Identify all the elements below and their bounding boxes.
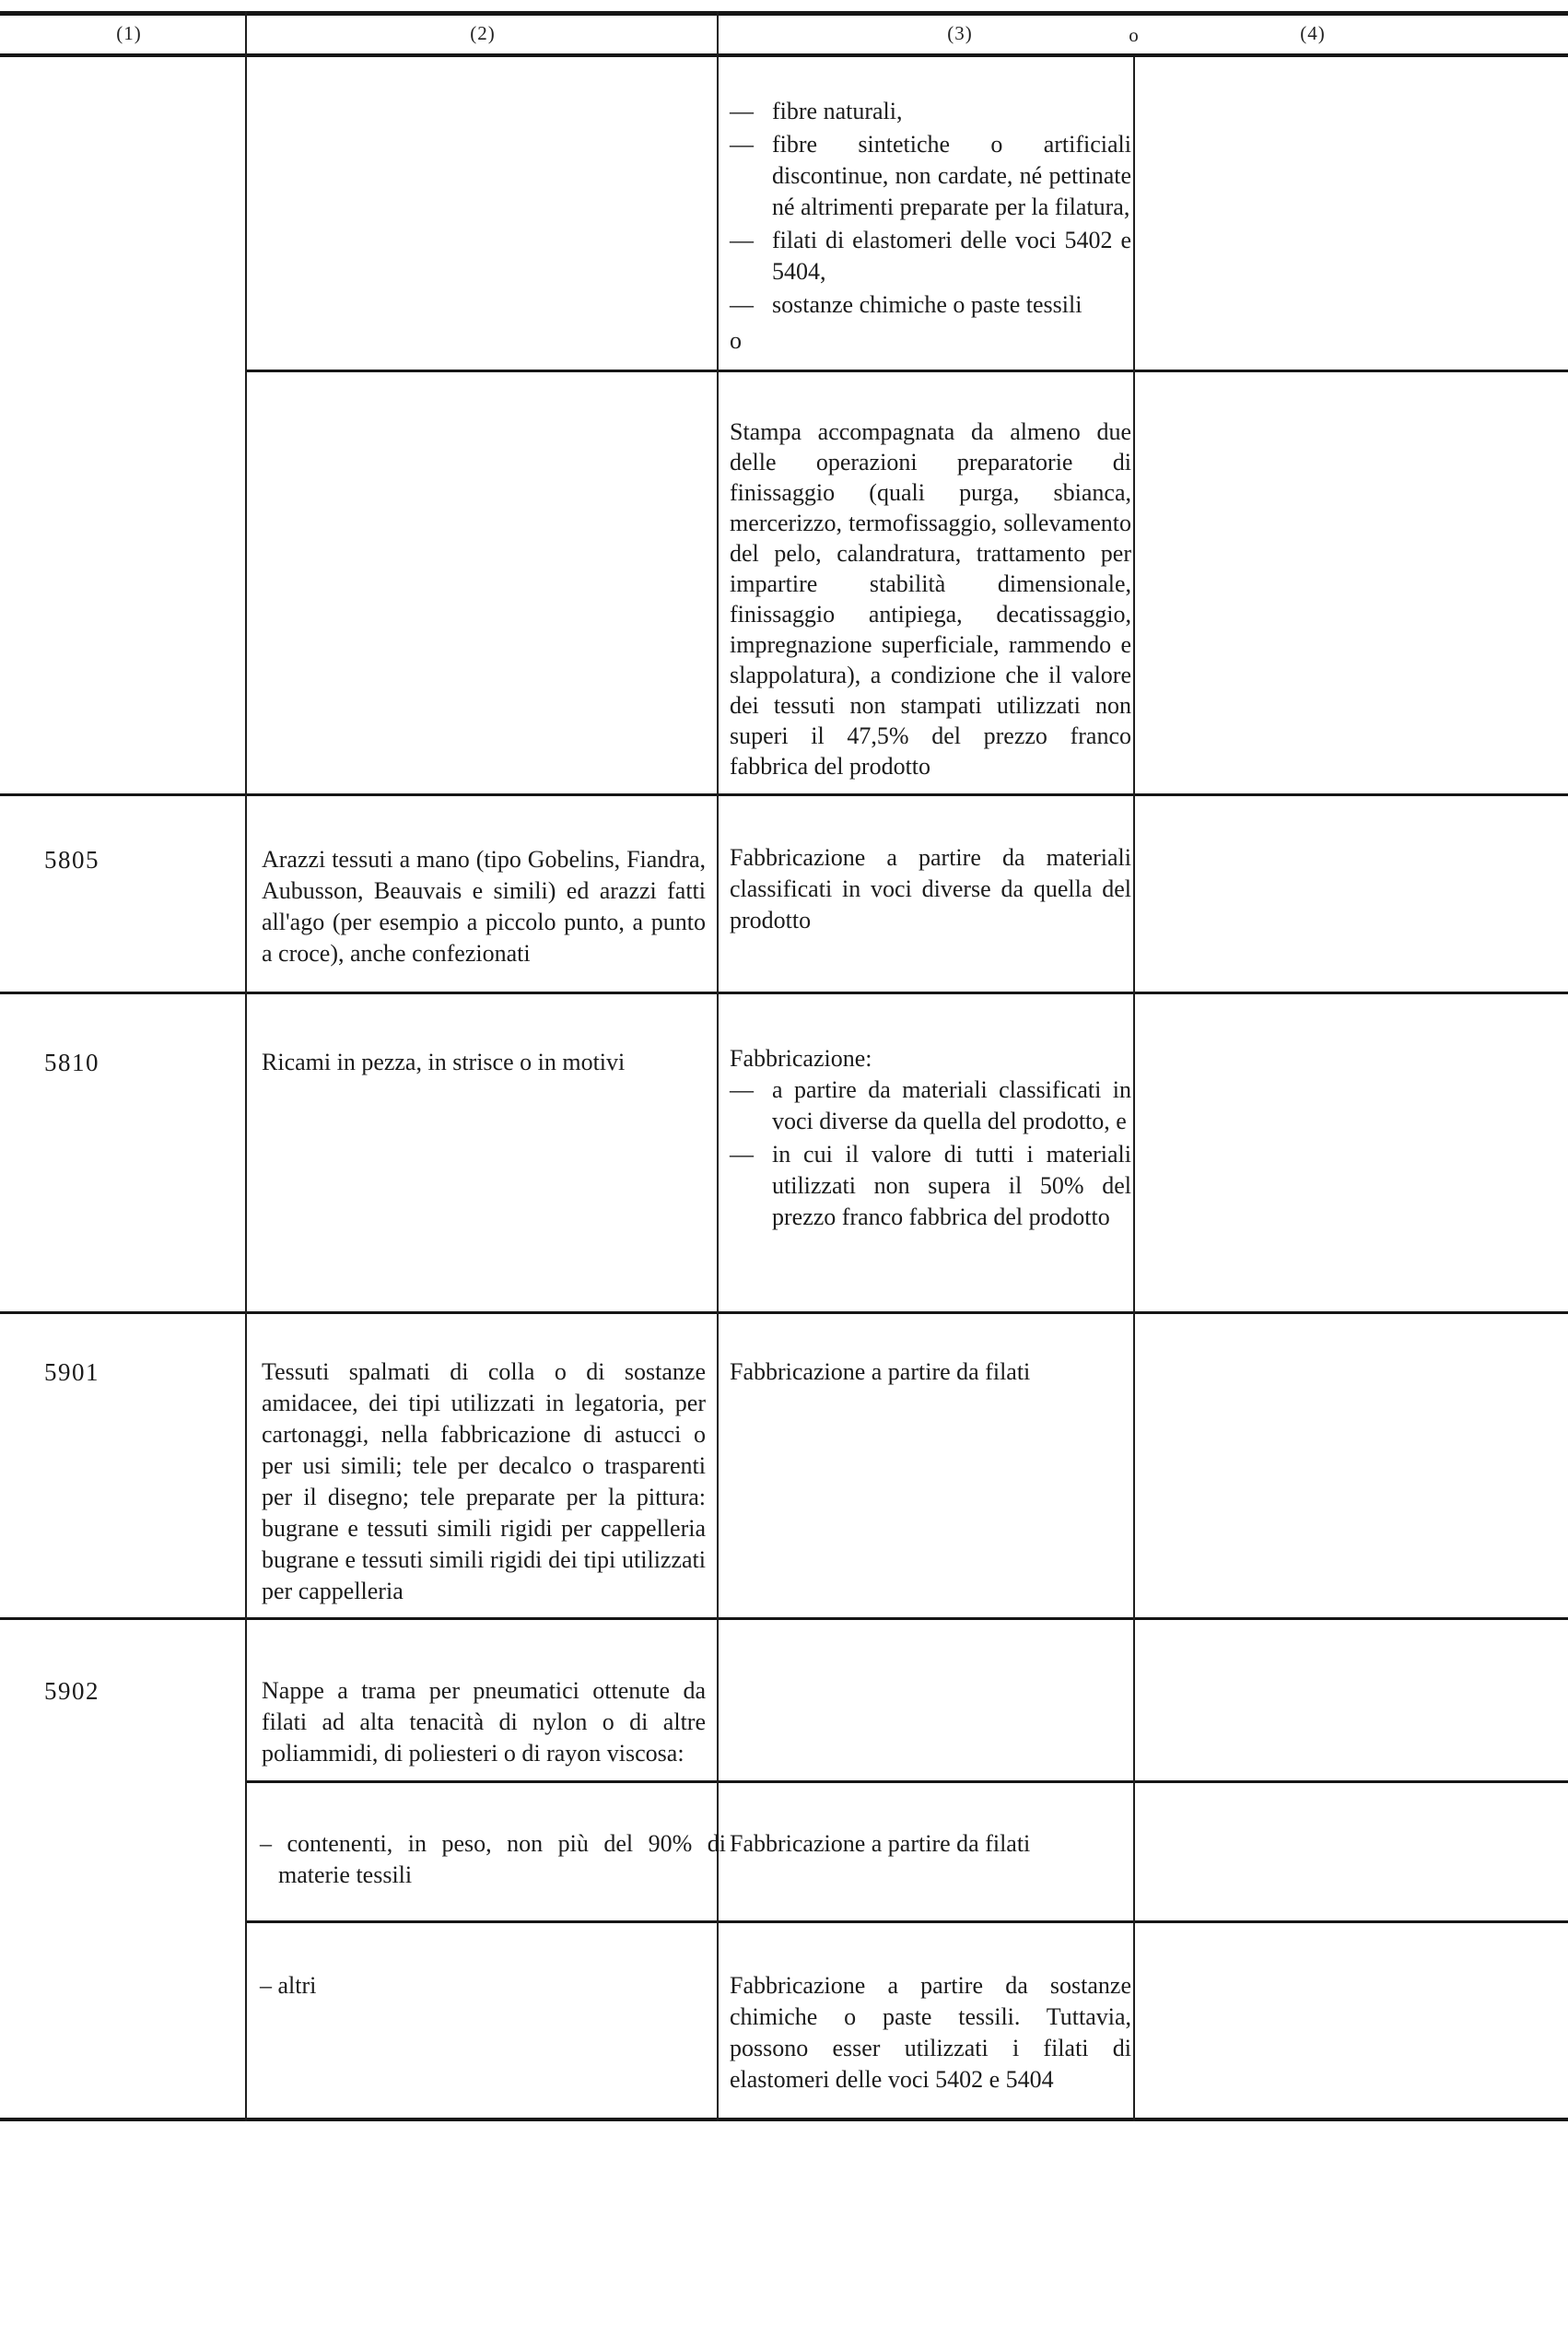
heading-code-5902: 5902 bbox=[44, 1677, 99, 1705]
heading-code-5901: 5901 bbox=[44, 1358, 99, 1386]
divider-above-5810 bbox=[0, 992, 1568, 994]
list-item bbox=[730, 96, 1131, 127]
column-divider-2-3 bbox=[717, 11, 719, 2121]
heading-code-5810: 5810 bbox=[44, 1049, 99, 1076]
rule-intro: Fabbricazione: bbox=[730, 1045, 872, 1072]
description-5902-sub1: – contenenti, in peso, non più del 90% di materie tessili bbox=[260, 1830, 726, 1888]
column-header-2: (2) bbox=[470, 22, 496, 44]
rule-5902-sub1: Fabbricazione a partire da filati bbox=[730, 1830, 1031, 1857]
rule-5805: Fabbricazione a partire da materiali classificati in voci diverse da quella del prodotto bbox=[730, 844, 1131, 933]
table-bottom-rule bbox=[0, 2118, 1568, 2121]
description-5810: Ricami in pezza, in strisce o in motivi bbox=[262, 1049, 626, 1075]
divider-above-5901 bbox=[0, 1311, 1568, 1314]
list-item bbox=[730, 1139, 1131, 1233]
list-item-text: filati di elastomeri delle voci 5402 e 5404, bbox=[772, 227, 1131, 285]
dash-marker: — bbox=[730, 291, 752, 318]
column-header-4: (4) bbox=[1300, 22, 1326, 44]
heading-code-5805: 5805 bbox=[44, 846, 99, 874]
alternative-connector-or: o bbox=[730, 327, 742, 354]
column-header-1: (1) bbox=[116, 22, 142, 44]
divider-5902-sub2 bbox=[245, 1920, 1568, 1923]
description-5902-sub2: – altri bbox=[260, 1972, 317, 1999]
list-item-text: in cui il valore di tutti i materiali utilizzati non supera il 50% del prezzo franco fabbrica del prodotto bbox=[772, 1141, 1131, 1230]
dash-marker: — bbox=[730, 227, 752, 253]
divider-above-5805 bbox=[0, 793, 1568, 796]
divider-5902-sub1 bbox=[245, 1780, 1568, 1783]
list-item bbox=[730, 289, 1131, 321]
dash-marker: — bbox=[730, 98, 752, 124]
list-item-text: fibre naturali, bbox=[772, 98, 903, 124]
column-header-or: o bbox=[1129, 24, 1140, 46]
dash-marker: — bbox=[730, 131, 752, 158]
dash-marker: — bbox=[730, 1141, 752, 1168]
dash-marker: — bbox=[730, 1076, 752, 1103]
rule-5902-sub2: Fabbricazione a partire da sostanze chimiche o paste tessili. Tuttavia, possono esser utilizzati i filati di elastomeri delle voci 5402 e 5404 bbox=[730, 1972, 1131, 2093]
header-bottom-rule bbox=[0, 53, 1568, 57]
column-header-3: (3) bbox=[947, 22, 973, 44]
list-item bbox=[730, 129, 1131, 223]
description-5902: Nappe a trama per pneumatici ottenute da filati ad alta tenacità di nylon o di altre poliammidi, di poliesteri o di rayon viscosa: bbox=[262, 1677, 706, 1767]
divider-above-5902 bbox=[0, 1617, 1568, 1620]
column-divider-1-2 bbox=[245, 11, 247, 2121]
rule-5810 bbox=[730, 1043, 1131, 1235]
list-item-text: a partire da materiali classificati in voci diverse da quella del prodotto, e bbox=[772, 1076, 1131, 1134]
list-item bbox=[730, 225, 1131, 288]
continuation-rule-list-cell bbox=[730, 96, 1131, 357]
description-5901: Tessuti spalmati di colla o di sostanze amidacee, dei tipi utilizzati in legatoria, per cartonaggi, nella fabbricazione di astucci o per usi simili; tele per decalco o trasparenti per il disegno; tele preparate per la pittura: bugrane e tessuti simili rigidi per cappelleria bugrane e tessuti simili rigidi dei tipi utilizzati per cappelleria bbox=[262, 1358, 706, 1604]
list-item-text: fibre sintetiche o artificiali discontinue, non cardate, né pettinate né altrimenti preparate per la filatura, bbox=[772, 131, 1131, 220]
continuation-rule-paragraph-cell: Stampa accompagnata da almeno due delle operazioni preparatorie di finissaggio (quali purga, sbianca, mercerizzo, termofissaggio, sollevamento del pelo, calandratura, trattamento per impartire stabilità dimensionale, finissaggio antipiega, decatissaggio, impregnazione superficiale, rammendo e slappolatura), a condizione che il valore dei tessuti non stampati utilizzati non superi il 47,5% del prezzo franco fabbrica del prodotto bbox=[730, 418, 1131, 780]
list-item bbox=[730, 1074, 1131, 1137]
rule-5901: Fabbricazione a partire da filati bbox=[730, 1358, 1031, 1385]
description-5805: Arazzi tessuti a mano (tipo Gobelins, Fiandra, Aubusson, Beauvais e simili) ed arazzi fatti all'ago (per esempio a piccolo punto, a punto a croce), anche confezionati bbox=[262, 846, 706, 967]
list-item-text: sostanze chimiche o paste tessili bbox=[772, 291, 1082, 318]
divider-continuation-alts bbox=[245, 370, 1568, 372]
table-top-rule bbox=[0, 11, 1568, 16]
column-divider-3-4 bbox=[1133, 57, 1135, 2121]
